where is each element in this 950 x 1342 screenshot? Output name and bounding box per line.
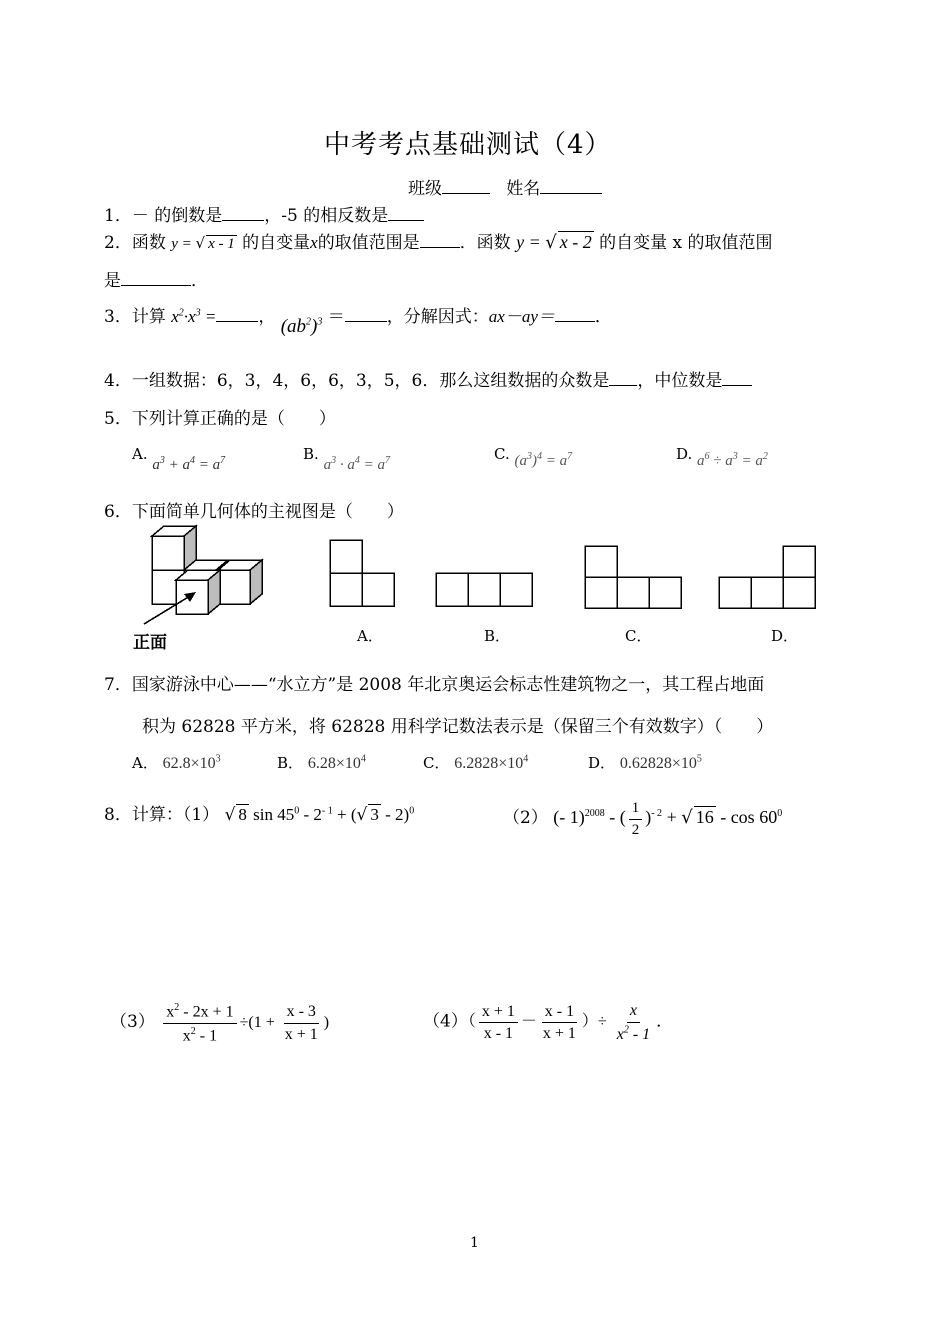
q3-expr-3: ax－ay＝	[488, 307, 555, 326]
q4-text: 一组数据：6，3，4，6，6，3，5，6．那么这组数据的众数是	[131, 371, 610, 391]
q4-blank-1[interactable]	[609, 371, 637, 386]
q1-text-a: － 的倒数是	[131, 206, 223, 226]
q2-line2: 是	[104, 271, 121, 291]
q3-text-a: 计算	[131, 307, 166, 327]
q7-option-d[interactable]: D． $0.62828\times 10^5$	[588, 753, 702, 772]
q2-text-b: 的自变量	[242, 233, 311, 253]
question-7	[104, 670, 764, 695]
q8-p4-end: ．	[656, 1011, 674, 1032]
q8-p1-expr: √ 8 $\sin 45^0 - 2^{- 1}$ + (√ 3 - 2)$^0$	[224, 805, 415, 825]
page-number: 1	[470, 1235, 479, 1251]
q3-expr-2: $(ab^2)^3$	[280, 316, 323, 337]
class-blank[interactable]	[442, 179, 490, 194]
q8-part-3	[110, 1002, 329, 1045]
q2-blank-2[interactable]	[121, 271, 191, 286]
solid-figure	[120, 520, 280, 630]
front-label: 正面	[133, 633, 167, 653]
name-blank[interactable]	[540, 179, 602, 194]
q3-blank-2[interactable]	[345, 307, 387, 322]
q6-option-a-label[interactable]: A．	[357, 627, 383, 645]
q1-blank-1[interactable]	[222, 206, 264, 221]
q4-number: 4．	[104, 371, 132, 391]
question-6	[104, 497, 404, 522]
q2-end: ．	[191, 271, 208, 291]
q2-text-c: 的取值范围是	[317, 233, 420, 253]
question-2-line2	[104, 266, 208, 291]
q1-blank-2[interactable]	[388, 206, 424, 221]
q4-text-b: ，中位数是	[637, 371, 723, 391]
q6-number: 6．	[104, 502, 132, 522]
question-3: 3．计算 $x^2\cdot x^3$ = ， $(ab^2)^3$ ＝ ，分解因式：ax－ay＝ ．	[104, 307, 612, 337]
q3-blank-1[interactable]	[216, 307, 258, 322]
header-fields	[408, 174, 602, 199]
q8-p4-label: （4）	[423, 1011, 468, 1032]
page-title: 中考考点基础测试（4）	[324, 130, 612, 160]
q5-option-c[interactable]: C. $(a^3)^4 = a^7$	[494, 445, 573, 469]
q3-text-b: ，分解因式：	[386, 307, 489, 327]
q3-blank-3[interactable]	[555, 307, 595, 322]
q6-text: 下面简单几何体的主视图是（ ）	[131, 502, 404, 522]
q7-line1: 国家游泳中心——“水立方”是 2008 年北京奥运会标志性建筑物之一，其工程占地面	[131, 675, 765, 695]
q6-option-b-label[interactable]: B．	[484, 627, 511, 645]
q7-option-b[interactable]: B． $6.28\times 10^4$	[277, 753, 366, 772]
q6-figure-a[interactable]	[328, 538, 396, 608]
q2-number: 2．	[104, 233, 132, 253]
q7-number: 7．	[104, 675, 132, 695]
name-label: 姓名	[506, 179, 541, 199]
q3-end: ．	[594, 307, 612, 327]
q2-blank-1[interactable]	[420, 233, 460, 248]
q4-blank-2[interactable]	[722, 371, 752, 386]
q8-p3-label: （3）	[110, 1012, 155, 1033]
q2-text-e: 的自变量 x 的取值范围	[599, 233, 773, 253]
q6-figure-d[interactable]	[717, 544, 817, 610]
q6-figure-c[interactable]	[583, 544, 683, 610]
q6-option-d-label[interactable]: D．	[771, 627, 799, 645]
question-7-line2: 积为 62828 平方米，将 62828 用科学记数法表示是（保留三个有效数字）（ ）	[142, 717, 774, 737]
q1-number: 1．	[104, 206, 132, 226]
q5-option-b[interactable]: B. $a^3 \cdot a^4 = a^7$	[303, 445, 390, 473]
q7-option-a[interactable]: A． $62.8\times 10^3$	[132, 753, 221, 772]
q5-option-d[interactable]: D. $a^6 \div a^3 = a^2$	[676, 445, 768, 469]
q6-figure-b[interactable]	[434, 571, 534, 608]
q8-p3-expr: $\frac{x^2 - 2x + 1}{x^2 - 1}$ ÷(1 + $\frac{x - 3}{x + 1}$ )	[160, 1014, 329, 1031]
class-label: 班级	[408, 179, 442, 199]
question-2	[104, 228, 773, 253]
q2-text-d: ．函数	[459, 233, 511, 253]
q8-p2-expr: (- 1)$^{2008}$ - ( $\frac{1}{2}$ )$^{- 2}$ + √ $16 - \cos 60^0$	[553, 800, 783, 838]
q6-option-c-label[interactable]: C．	[625, 627, 652, 645]
q8-p2-label: （2）	[503, 808, 548, 829]
question-5	[104, 404, 336, 429]
q1-text-b: ，-5 的相反数是	[264, 206, 389, 226]
question-4	[104, 366, 752, 391]
q3-eq: ＝	[327, 307, 345, 327]
q3-number: 3．	[104, 307, 132, 327]
q2-text-a: 函数	[131, 233, 166, 253]
question-8	[104, 800, 414, 825]
q7-option-c[interactable]: C． $6.2828\times 10^4$	[423, 753, 529, 772]
question-1	[104, 201, 424, 226]
q8-part-4	[423, 1002, 673, 1044]
q3-expr-1: $x^2\cdot x^3$ =	[171, 307, 217, 326]
q5-option-a[interactable]: A. $a^3 + a^4 = a^7$	[132, 445, 226, 473]
q8-p4-expr: （ $\frac{x + 1}{x - 1}$ － $\frac{x - 1}{x + 1}$ ）÷ $\frac{x}{x^2 - 1}$	[467, 1002, 651, 1043]
q2-var: x	[310, 233, 318, 252]
q5-number: 5．	[104, 409, 132, 429]
q5-text: 下列计算正确的是（ ）	[131, 409, 336, 429]
q2-formula-1: y = √ x - 1	[171, 234, 235, 252]
q8-part-2	[503, 800, 782, 838]
q8-number: 8．	[104, 805, 132, 825]
q8-text: 计算：	[131, 805, 183, 825]
q8-p1-label: （1）	[182, 805, 220, 825]
q2-formula-2: y = √ x - 2	[516, 232, 592, 253]
